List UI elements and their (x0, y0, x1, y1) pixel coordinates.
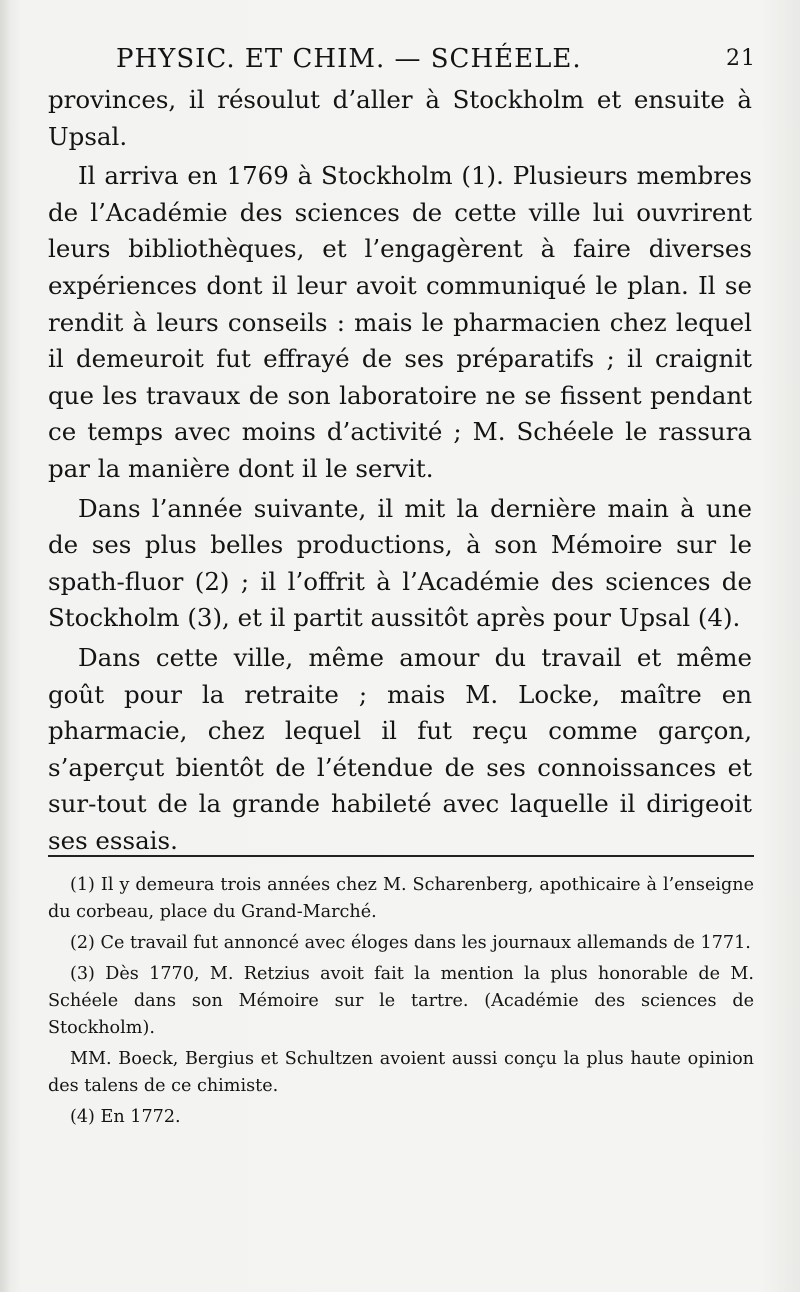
footnote: (3) Dès 1770, M. Retzius avoit fait la mention la plus honorable de M. Schéele dans son Mémoire sur le tartre. (Académie des sciences de Stockholm). (48, 964, 754, 1038)
running-title: PHYSIC. ET CHIM. — SCHÉELE. (116, 44, 582, 74)
running-header (116, 44, 756, 84)
paragraph: Il arriva en 1769 à Stockholm (1). Plusieurs membres de l’Académie des sciences de cette ville lui ouvrirent leurs bibliothèques, et l’engagèrent à faire diverses expériences dont il leur avoit communiqué le plan. Il se rendit à leurs conseils : mais le pharmacien chez lequel il demeuroit fut effrayé de ses préparatifs ; il craignit que les travaux de son laboratoire ne se fissent pendant ce temps avec moins d’activité ; M. Schéele le rassura par la manière dont il le servit. (48, 161, 752, 483)
paragraph: provinces, il résoulut d’aller à Stockholm et ensuite à Upsal. (48, 85, 752, 151)
footnote: (2) Ce travail fut annoncé avec éloges dans les journaux allemands de 1771. (70, 933, 751, 953)
paragraph: Dans cette ville, même amour du travail et même goût pour la retraite ; mais M. Locke, maître en pharmacie, chez lequel il fut reçu comme garçon, s’aperçut bientôt de l’étendue de ses connoissances et sur-tout de la grande habileté avec laquelle il dirigeoit ses essais. (48, 642, 752, 855)
footnotes (48, 872, 754, 1135)
footnote: MM. Boeck, Bergius et Schultzen avoient aussi conçu la plus haute opinion des talens de ce chimiste. (48, 1049, 754, 1096)
main-text (48, 82, 752, 859)
page-number: 21 (726, 46, 756, 71)
footnote-divider (48, 855, 754, 857)
footnote: (1) Il y demeura trois années chez M. Scharenberg, apothicaire à l’enseigne du corbeau, place du Grand-Marché. (48, 875, 754, 922)
footnote: (4) En 1772. (70, 1107, 181, 1127)
paragraph: Dans l’année suivante, il mit la dernière main à une de ses plus belles productions, à son Mémoire sur le spath-fluor (2) ; il l’offrit à l’Académie des sciences de Stockholm (3), et il partit aussitôt après pour Upsal (4). (48, 493, 752, 633)
page-edge-shadow (0, 0, 10, 1292)
